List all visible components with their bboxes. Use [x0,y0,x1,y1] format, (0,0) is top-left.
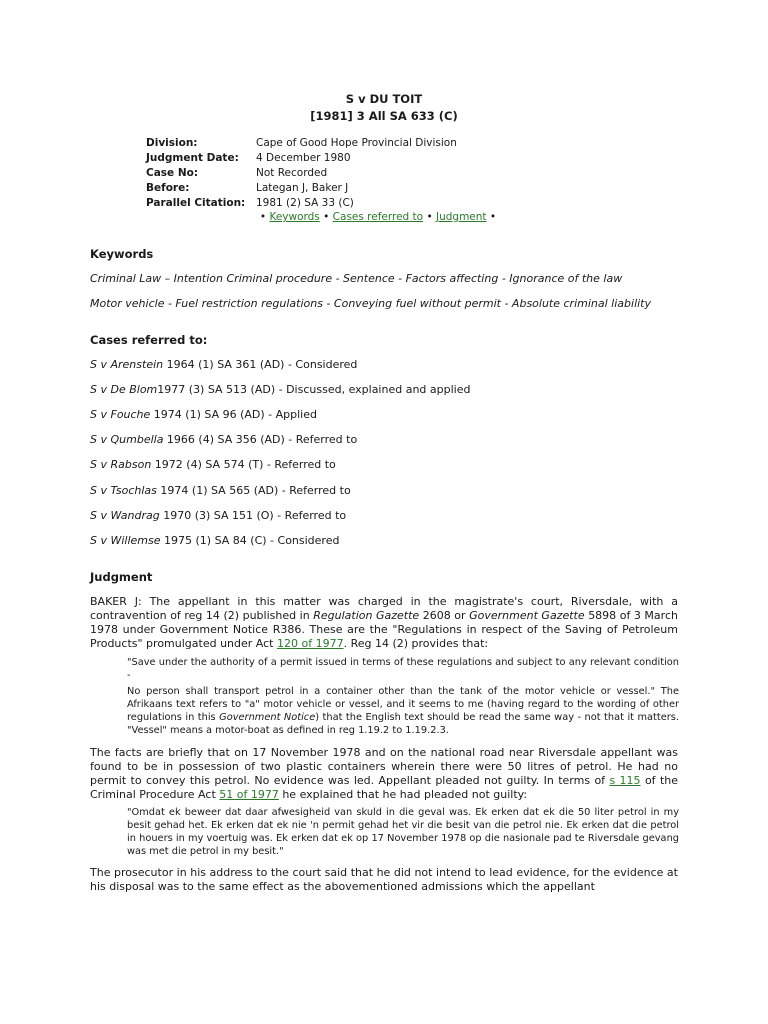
meta-label: Judgment Date: [146,152,239,164]
case-name: S v Rabson [90,458,152,471]
case-reference [90,458,336,472]
text-run: 2608 or [419,609,470,622]
case-reference [90,358,357,372]
block-quote [127,685,679,737]
case-reference [90,509,346,523]
case-citation-ref: 1964 (1) SA 361 (AD) - Considered [163,358,358,371]
text-run: 5898 of 3 March 1978 under Government Notice R386. These are the "Regulations in respect of the Saving of Petroleum Products" promulgated under Act [90,609,678,650]
judgment-paragraph: The prosecutor in his address to the court said that he did not intend to lead evidence, for the evidence at his disposal was to the same effect as the abovementioned admissions which the appellant [90,866,678,893]
meta-label: Division: [146,137,198,149]
case-name: S v Arenstein [90,358,164,371]
meta-value: 1981 (2) SA 33 (C) [256,197,354,209]
meta-row-division [146,137,457,152]
case-title-block [0,91,768,125]
act-link-120-of-1977[interactable]: 120 of 1977 [276,637,344,650]
block-quote: "Save under the authority of a permit issued in terms of these regulations and subject to any relevant condition - [127,657,679,681]
keywords-line: Criminal Law – Intention Criminal procedure - Sentence - Factors affecting - Ignorance of the law [90,272,623,285]
case-name: S v Fouche [90,408,151,421]
case-citation: [1981] 3 All SA 633 (C) [310,109,458,123]
meta-row-case-no [146,167,457,182]
section-link-s115[interactable]: s 115 [609,774,641,787]
text-run-italic: Government Notice [219,712,316,723]
text-run: ) that the English text should be read the same way - not that it matters. "Vessel" means a motor-boat as defined in reg 1.19.2 to 1.19.2.3. [127,712,679,736]
case-name: S v Wandrag [90,509,160,522]
block-quote-afrikaans: "Omdat ek beweer dat daar afwesigheid van skuld in die geval was. Ek erken dat ek die 50 liter petrol in my besit gehad het. Ek erken dat ek nie 'n permit gehad het vir die besit van die petrol nie. Ek erken dat die petrol in houers in my voertuig was. Ek erken dat ek op 17 November 1978 op die nasionale pad te Riversdale gevang was met die petrol in my besit." [127,807,679,857]
text-run: No person shall transport petrol in a container other than the tank of the motor vehicle or vessel." The Afrikaans text refers to "a" motor vehicle or vessel, and it seems to me (having regard to the wording of other regulations in this [127,686,679,723]
bullet: • [426,211,433,223]
section-nav [146,211,610,225]
meta-label: Parallel Citation: [146,197,246,209]
case-metadata-table [146,137,457,212]
case-name: S v De Blom [90,383,158,396]
meta-value: Cape of Good Hope Provincial Division [256,137,457,149]
case-citation-ref: 1966 (4) SA 356 (AD) - Referred to [163,433,358,446]
case-title: S v DU TOIT [345,92,423,106]
case-reference [90,383,470,397]
meta-label: Before: [146,182,190,194]
bullet: • [323,211,330,223]
keywords-line: Motor vehicle - Fuel restriction regulations - Conveying fuel without permit - Absolute criminal liability [90,297,651,310]
case-citation-ref: 1972 (4) SA 574 (T) - Referred to [151,458,336,471]
act-link-51-of-1977[interactable]: 51 of 1977 [219,788,279,801]
meta-row-judgment-date [146,152,457,167]
meta-row-parallel-citation [146,197,457,212]
case-reference [90,484,351,498]
text-run: he explained that he had pleaded not guilty: [278,788,528,801]
text-run: BAKER J: The appellant in this matter was charged in the magistrate's court, Riversdale, with a contravention of reg 14 (2) published in [90,595,678,622]
keywords-heading: Keywords [90,247,154,261]
meta-label: Case No: [146,167,199,179]
nav-link-judgment[interactable]: Judgment [436,211,487,223]
text-run-italic: Regulation Gazette [313,609,420,622]
case-name: S v Qumbella [90,433,164,446]
text-run: . Reg 14 (2) provides that: [343,637,489,650]
case-citation-ref: 1974 (1) SA 96 (AD) - Applied [150,408,317,421]
text-run: of the Criminal Procedure Act [90,774,678,801]
case-reference [90,433,357,447]
judgment-paragraph [90,746,678,802]
bullet: • [489,211,497,223]
judgment-heading: Judgment [90,570,153,584]
bullet: • [259,211,267,223]
case-name: S v Willemse [90,534,161,547]
text-run-italic: Government Gazette [469,609,585,622]
meta-value: Lategan J, Baker J [256,182,349,194]
nav-link-keywords[interactable]: Keywords [269,211,320,223]
case-reference [90,534,339,548]
judgment-paragraph [90,595,678,651]
cases-heading: Cases referred to: [90,333,208,347]
meta-value: 4 December 1980 [256,152,351,164]
case-reference [90,408,317,422]
case-citation-ref: 1974 (1) SA 565 (AD) - Referred to [156,484,351,497]
case-citation-ref: 1970 (3) SA 151 (O) - Referred to [159,509,347,522]
nav-link-cases[interactable]: Cases referred to [332,211,424,223]
meta-value: Not Recorded [256,167,328,179]
case-name: S v Tsochlas [90,484,157,497]
meta-row-before [146,182,457,197]
case-citation-ref: 1977 (3) SA 513 (AD) - Discussed, explained and applied [157,383,471,396]
case-citation-ref: 1975 (1) SA 84 (C) - Considered [160,534,340,547]
text-run: The facts are briefly that on 17 November 1978 and on the national road near Riversdale appellant was found to be in possession of two plastic containers wherein there were 50 litres of petrol. He had no permit to convey this petrol. No evidence was led. Appellant pleaded not guilty. In terms of [90,746,678,787]
